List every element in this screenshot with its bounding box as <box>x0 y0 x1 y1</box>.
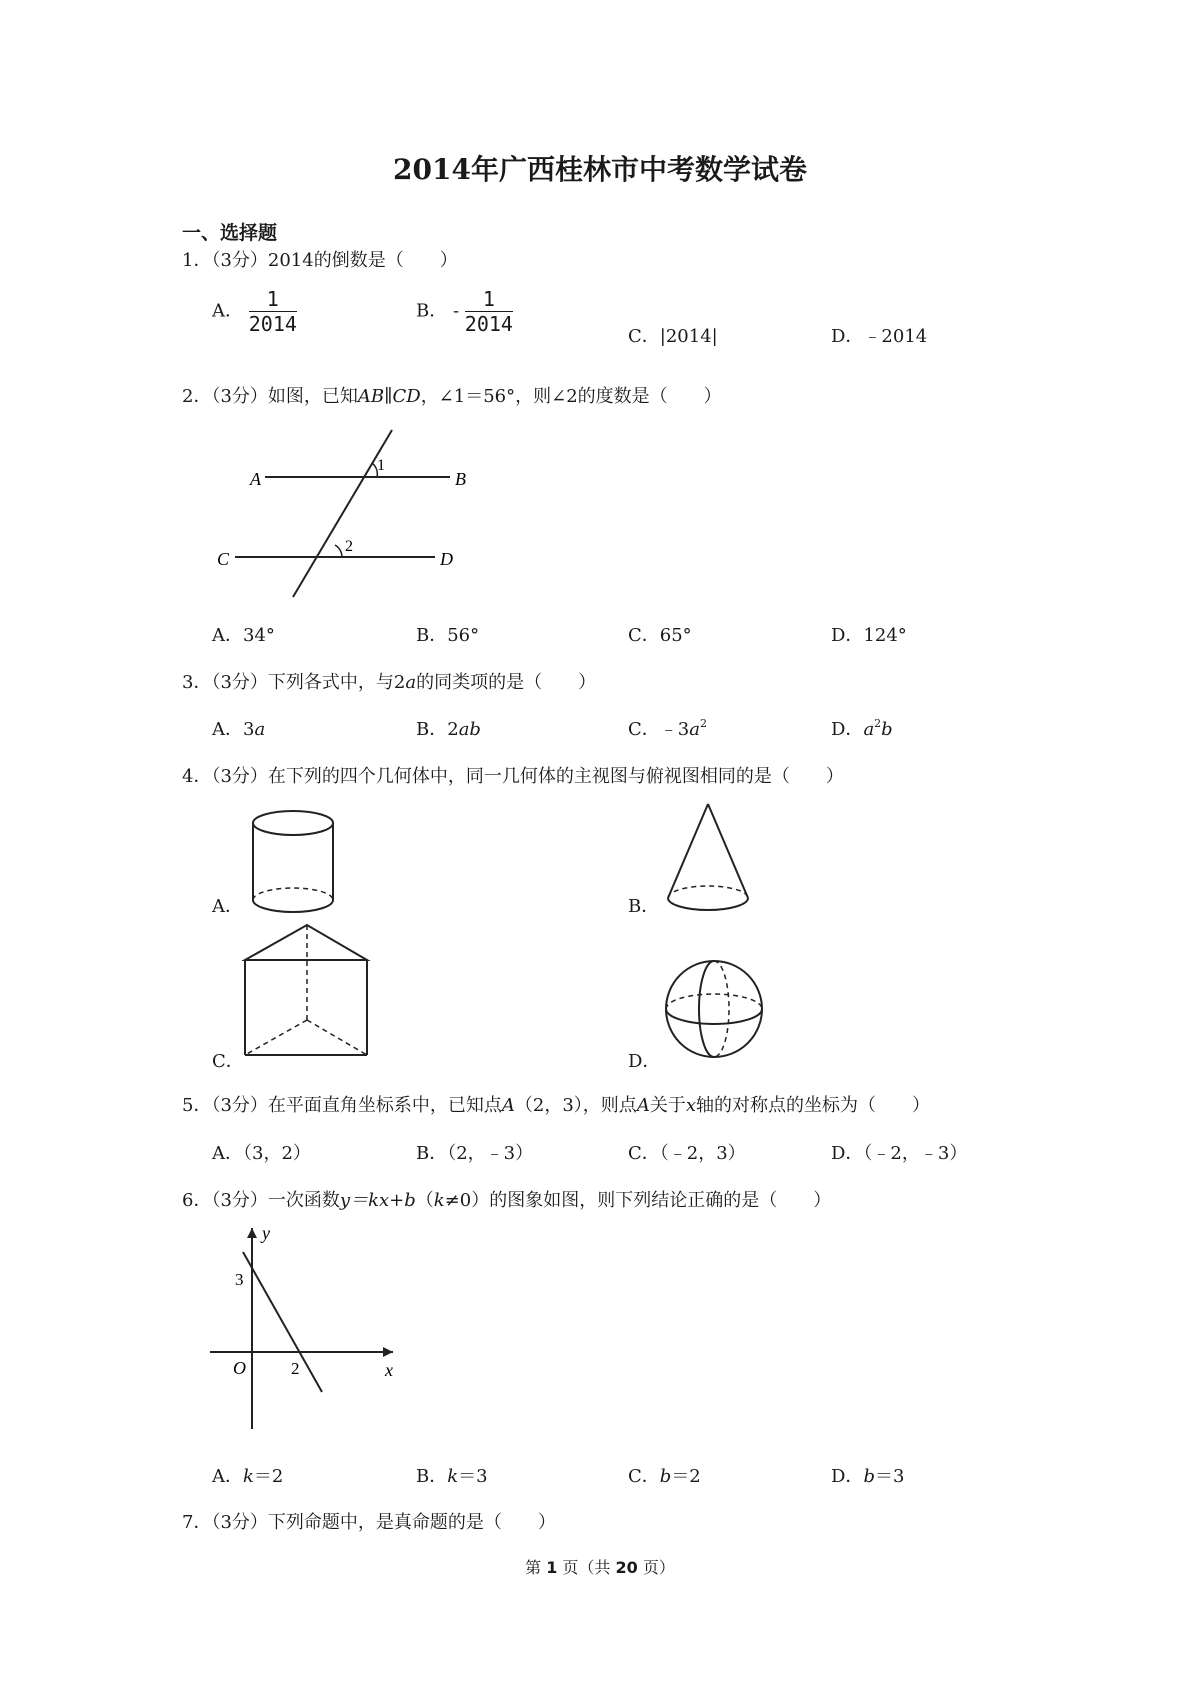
label-a: A <box>250 469 261 489</box>
label-c: C <box>217 549 230 569</box>
option-variable: b <box>863 1466 875 1487</box>
option-label: D． <box>831 719 864 740</box>
label-origin: O <box>233 1358 246 1378</box>
stem-text: 5．（3分）在平面直角坐标系中，已知点 <box>182 1095 502 1116</box>
q6-option-d <box>831 1462 904 1488</box>
stem-text: 2．（3分）如图，已知 <box>182 386 358 407</box>
stem-text: （2，3），则点 <box>514 1095 637 1116</box>
option-exponent: 2 <box>699 717 707 730</box>
footer-text: 页（共 <box>557 1558 616 1577</box>
stem-var-a: A <box>636 1095 650 1116</box>
q4-option-b-label: B． <box>628 896 660 917</box>
stem-text: 的同类项的是（ ） <box>416 672 597 693</box>
label-b: B <box>455 469 466 489</box>
option-label: A． <box>212 1466 243 1487</box>
x-axis-arrow <box>383 1347 393 1357</box>
angle-2-arc <box>335 545 342 557</box>
footer-text: 第 <box>525 1558 547 1577</box>
stem-text: 3．（3分）下列各式中，与2 <box>182 672 406 693</box>
parallel-symbol: ∥ <box>384 386 393 407</box>
stem-var-ab: AB <box>357 386 385 407</box>
stem-text: ≠0）的图象如图，则下列结论正确的是（ ） <box>444 1190 832 1211</box>
y-axis-arrow <box>247 1228 257 1238</box>
stem-var-cd: CD <box>392 386 421 407</box>
option-exponent: 2 <box>874 717 882 730</box>
option-variable: a <box>689 719 700 740</box>
option-label: C． <box>628 719 660 740</box>
q6-option-b <box>416 1462 488 1488</box>
stem-text: （ <box>415 1190 434 1211</box>
option-variable: b <box>881 719 893 740</box>
option-label: B． <box>416 1466 448 1487</box>
stem-function: y＝kx+b <box>339 1190 416 1211</box>
q1-option-a <box>212 288 297 335</box>
q3-option-a <box>212 715 265 741</box>
stem-var-a: a <box>405 672 417 693</box>
q4-option-c-label: C． <box>212 1051 244 1072</box>
q1-option-b-sign: - <box>452 300 460 322</box>
stem-text: 关于 <box>649 1095 686 1116</box>
option-variable: ab <box>458 719 481 740</box>
option-value: ＝3 <box>458 1466 488 1487</box>
transversal-line <box>293 430 392 597</box>
option-value: ＝2 <box>671 1466 701 1487</box>
option-variable: a <box>254 719 266 740</box>
option-label: C． <box>628 1466 660 1487</box>
label-angle-1: 1 <box>377 457 385 474</box>
question-3-stem <box>182 668 596 694</box>
q5-option-b: B．（2，﹣3） <box>416 1143 534 1164</box>
q6-option-a <box>212 1462 283 1488</box>
option-label: B． <box>416 719 448 740</box>
option-label: A． <box>212 719 243 740</box>
linear-function-graph <box>205 1222 405 1432</box>
label-y-intercept: 3 <box>235 1270 244 1289</box>
q6-option-c <box>628 1462 701 1488</box>
q1-option-d: D．﹣2014 <box>831 326 928 347</box>
stem-var-k: k <box>433 1190 445 1211</box>
fraction-denominator: 2014 <box>248 312 297 336</box>
q1-option-a-fraction <box>249 288 297 335</box>
cylinder-figure <box>245 808 345 918</box>
q2-option-a: A．34° <box>212 625 275 646</box>
option-variable: b <box>659 1466 672 1487</box>
option-label: D． <box>831 1466 864 1487</box>
page-footer <box>0 1555 1200 1578</box>
q1-option-b-label: B． <box>416 300 448 322</box>
q2-option-b: B．56° <box>416 625 480 646</box>
question-1-stem: 1．（3分）2014的倒数是（ ） <box>182 250 458 271</box>
option-value: ＝2 <box>253 1466 284 1487</box>
q5-option-d: D．（﹣2，﹣3） <box>831 1143 968 1164</box>
q4-option-a-label: A． <box>212 896 243 917</box>
stem-text: ，∠1＝56°，则∠2的度数是（ ） <box>420 386 722 407</box>
question-6-stem <box>182 1186 831 1212</box>
option-coefficient: ﹣3 <box>659 719 690 740</box>
option-coefficient: 3 <box>243 719 255 740</box>
option-variable: k <box>243 1466 254 1487</box>
label-angle-2: 2 <box>345 538 353 555</box>
footer-text: 页） <box>637 1558 675 1577</box>
q1-option-a-label: A． <box>212 300 243 322</box>
option-variable: a <box>863 719 875 740</box>
q5-option-c: C．（﹣2，3） <box>628 1143 746 1164</box>
label-x-intercept: 2 <box>291 1359 300 1378</box>
stem-text: 6．（3分）一次函数 <box>182 1190 340 1211</box>
fraction-numerator: 1 <box>465 288 513 312</box>
label-d: D <box>440 549 453 569</box>
footer-total-pages: 20 <box>615 1558 638 1577</box>
question-4-stem: 4．（3分）在下列的四个几何体中，同一几何体的主视图与俯视图相同的是（ ） <box>182 766 844 787</box>
stem-var-x: x <box>685 1095 696 1116</box>
section-heading: 一、选择题 <box>182 222 278 244</box>
label-y: y <box>262 1223 270 1243</box>
sphere-figure <box>662 957 766 1061</box>
q1-option-b <box>416 288 513 335</box>
fraction-denominator: 2014 <box>464 312 513 336</box>
parallel-lines-figure <box>205 425 485 605</box>
page-title: 2014年广西桂林市中考数学试卷 <box>393 153 807 186</box>
footer-page-number: 1 <box>546 1558 558 1577</box>
q1-option-c: C．|2014| <box>628 326 718 347</box>
question-2-stem <box>182 382 722 408</box>
q1-option-b-fraction <box>465 288 513 335</box>
cone-figure <box>660 800 760 918</box>
option-variable: k <box>447 1466 459 1487</box>
fraction-numerator: 1 <box>249 288 297 312</box>
q3-option-c <box>628 715 707 741</box>
q5-option-a: A．（3，2） <box>212 1143 311 1164</box>
question-7-stem: 7．（3分）下列命题中，是真命题的是（ ） <box>182 1512 556 1533</box>
q2-option-d: D．124° <box>831 625 907 646</box>
q3-option-d <box>831 715 893 741</box>
function-line <box>243 1252 322 1392</box>
question-5-stem <box>182 1091 930 1117</box>
q2-option-c: C．65° <box>628 625 692 646</box>
stem-text: 轴的对称点的坐标为（ ） <box>695 1095 930 1116</box>
q4-option-d-label: D． <box>628 1051 661 1072</box>
label-x: x <box>385 1360 393 1380</box>
triangular-prism-figure <box>240 922 375 1062</box>
option-coefficient: 2 <box>447 719 459 740</box>
q3-option-b <box>416 715 481 741</box>
stem-var-a: A <box>501 1095 515 1116</box>
option-value: ＝3 <box>874 1466 905 1487</box>
